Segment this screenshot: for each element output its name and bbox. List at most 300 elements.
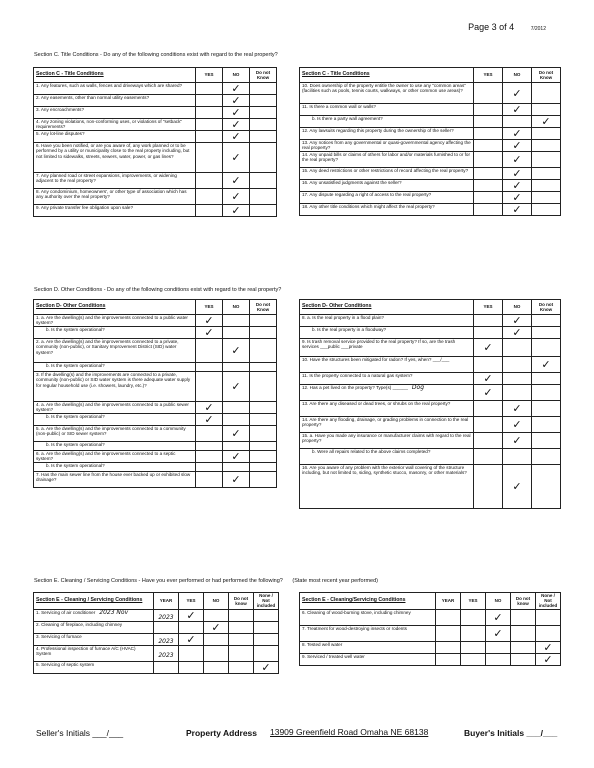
- question-text: 9. Is trash removal service provided to the real property? If so, are the trash services ___public ___private: [300, 339, 474, 357]
- dk-checkbox[interactable]: [229, 645, 254, 661]
- table-row: [300, 417, 561, 433]
- question-text: 16. Are you aware of any problem with the exterior wall covering of the structure including, but not limited to, siding, synthetic stucco, masonry, or other materials?: [300, 465, 474, 509]
- table-row: [300, 315, 561, 327]
- property-address-label: Property Address: [186, 728, 258, 738]
- question-text: 11. Is the property connected to a natural gas system?: [300, 373, 474, 385]
- yes-checkbox[interactable]: [179, 621, 204, 633]
- question-text: 4. Any zoning violations, non-conforming uses, or violations of "setback" requirements?: [34, 119, 196, 131]
- yes-checkbox[interactable]: [474, 449, 503, 465]
- year-cell[interactable]: [436, 609, 461, 625]
- column-header-col_yes: YES: [461, 593, 486, 610]
- no-checkbox[interactable]: [204, 645, 229, 661]
- table-row: [34, 633, 279, 645]
- no-checkbox[interactable]: [486, 609, 511, 625]
- check-mark-icon: ✓: [512, 86, 522, 100]
- no-checkbox[interactable]: [223, 414, 250, 426]
- check-mark-icon: ✓: [231, 118, 241, 131]
- table-title: Section D- Other Conditions: [34, 300, 196, 315]
- year-cell[interactable]: [154, 621, 179, 633]
- no-checkbox[interactable]: [223, 426, 250, 442]
- no-checkbox[interactable]: [223, 472, 250, 488]
- yes-checkbox[interactable]: [196, 83, 223, 95]
- no-checkbox[interactable]: [503, 116, 532, 128]
- table-row: [34, 451, 277, 463]
- dk-checkbox[interactable]: [250, 442, 277, 451]
- dk-checkbox[interactable]: [532, 357, 561, 373]
- check-mark-icon: ✓: [231, 427, 241, 440]
- no-checkbox[interactable]: [223, 131, 250, 143]
- check-mark-icon: ✓: [512, 418, 522, 431]
- table-row: [300, 116, 561, 128]
- question-text: 4. a. Are the dwelling(s) and the improvements connected to a public sewer system?: [34, 402, 196, 414]
- year-value[interactable]: 2023: [158, 613, 174, 621]
- table-row: [34, 363, 277, 372]
- section-d-right-table: [299, 299, 561, 509]
- yes-checkbox[interactable]: [474, 168, 503, 180]
- no-checkbox[interactable]: [503, 140, 532, 152]
- yes-checkbox[interactable]: [461, 641, 486, 653]
- column-header-col_ni: None / Not included: [536, 593, 561, 610]
- no-checkbox[interactable]: [503, 357, 532, 373]
- dk-checkbox[interactable]: [532, 152, 561, 168]
- year-cell[interactable]: [154, 633, 179, 645]
- dk-checkbox[interactable]: [250, 339, 277, 363]
- yes-checkbox[interactable]: [474, 104, 503, 116]
- check-mark-icon: ✓: [186, 632, 196, 646]
- yes-checkbox[interactable]: [474, 339, 503, 357]
- table-row: [34, 372, 277, 402]
- yes-checkbox[interactable]: [196, 131, 223, 143]
- no-checkbox[interactable]: [503, 180, 532, 192]
- year-cell[interactable]: [154, 609, 179, 621]
- question-text: b. Is the system operational?: [34, 327, 196, 339]
- yes-checkbox[interactable]: [474, 128, 503, 140]
- yes-checkbox[interactable]: [196, 451, 223, 463]
- yes-checkbox[interactable]: [474, 192, 503, 204]
- table-row: [34, 645, 279, 661]
- dk-checkbox[interactable]: [511, 641, 536, 653]
- no-checkbox[interactable]: [503, 192, 532, 204]
- table-row: [300, 128, 561, 140]
- year-cell[interactable]: [436, 625, 461, 641]
- column-header-col_year: YEAR: [436, 593, 461, 610]
- dk-checkbox[interactable]: [250, 205, 277, 217]
- column-header-col_year: YEAR: [154, 593, 179, 610]
- column-header-col_dk: Do not Know: [532, 68, 561, 83]
- table-row: [300, 327, 561, 339]
- yes-checkbox[interactable]: [474, 327, 503, 339]
- dk-checkbox[interactable]: [532, 465, 561, 509]
- page-number: Page 3 of 4: [468, 22, 515, 32]
- table-row: [34, 315, 277, 327]
- year-cell[interactable]: [436, 641, 461, 653]
- question-text: 8. Any condominium, homeowners', or other type of association which has any authority over the real property?: [34, 189, 196, 205]
- no-checkbox[interactable]: [503, 401, 532, 417]
- dk-checkbox[interactable]: [532, 104, 561, 116]
- no-checkbox[interactable]: [223, 119, 250, 131]
- dk-checkbox[interactable]: [532, 433, 561, 449]
- question-text: 5. Servicing of septic system: [34, 661, 154, 673]
- question-text: 7. Has the main sewer line from the house ever backed up or exhibited slow drainage?: [34, 472, 196, 488]
- table-row: [300, 357, 561, 373]
- ni-checkbox[interactable]: [254, 633, 279, 645]
- no-checkbox[interactable]: [223, 107, 250, 119]
- dk-checkbox[interactable]: [511, 609, 536, 625]
- table-row: [300, 465, 561, 509]
- table-row: [300, 641, 561, 653]
- check-mark-icon: ✓: [493, 610, 503, 624]
- no-checkbox[interactable]: [503, 373, 532, 385]
- check-mark-icon: ✓: [512, 434, 522, 447]
- check-mark-icon: ✓: [204, 314, 214, 327]
- dk-checkbox[interactable]: [532, 327, 561, 339]
- table-row: [300, 449, 561, 465]
- question-text: 4. Professional inspection of furnace A/C (HVAC) System: [34, 645, 154, 661]
- yes-checkbox[interactable]: [196, 95, 223, 107]
- seller-initials-field[interactable]: Seller's Initials ___/___: [36, 728, 124, 738]
- dk-checkbox[interactable]: [532, 168, 561, 180]
- form-date: 7/2012: [530, 26, 546, 32]
- check-mark-icon: ✓: [543, 652, 553, 666]
- yes-checkbox[interactable]: [196, 173, 223, 189]
- yes-checkbox[interactable]: [179, 609, 204, 621]
- dk-checkbox[interactable]: [250, 315, 277, 327]
- yes-checkbox[interactable]: [196, 119, 223, 131]
- no-checkbox[interactable]: [204, 661, 229, 673]
- section-e-left-table: [33, 592, 279, 674]
- dk-checkbox[interactable]: [532, 401, 561, 417]
- yes-checkbox[interactable]: [474, 433, 503, 449]
- ni-checkbox[interactable]: [536, 625, 561, 641]
- no-checkbox[interactable]: [503, 152, 532, 168]
- check-mark-icon: ✓: [231, 106, 241, 119]
- yes-checkbox[interactable]: [196, 372, 223, 402]
- dk-checkbox[interactable]: [229, 621, 254, 633]
- table-row: [34, 609, 279, 621]
- dk-checkbox[interactable]: [532, 83, 561, 104]
- dk-checkbox[interactable]: [532, 140, 561, 152]
- table-row: [34, 189, 277, 205]
- dk-checkbox[interactable]: [532, 204, 561, 216]
- no-checkbox[interactable]: [486, 625, 511, 641]
- question-text: b. Is there a party wall agreement?: [300, 116, 474, 128]
- dk-checkbox[interactable]: [229, 661, 254, 673]
- table-title: Section D- Other Conditions: [300, 300, 474, 315]
- table-row: [34, 463, 277, 472]
- no-checkbox[interactable]: [223, 95, 250, 107]
- yes-checkbox[interactable]: [474, 180, 503, 192]
- dk-checkbox[interactable]: [250, 363, 277, 372]
- question-text: 7. Any planned road or street expansions, improvements, or widening adjacent to the real property?: [34, 173, 196, 189]
- dk-checkbox[interactable]: [532, 449, 561, 465]
- dk-checkbox[interactable]: [250, 119, 277, 131]
- question-text: 18. Any other title conditions which might affect the real property?: [300, 204, 474, 216]
- buyer-initials-field[interactable]: Buyer's Initials ___/___: [464, 728, 558, 738]
- table-row: [34, 402, 277, 414]
- no-checkbox[interactable]: [204, 621, 229, 633]
- check-mark-icon: ✓: [231, 450, 241, 463]
- ni-checkbox[interactable]: [536, 641, 561, 653]
- question-text: 7. Treatment for wood-destroying insects or rodents: [300, 625, 436, 641]
- question-text: 1. Servicing of air conditioner 2023 Nov: [34, 609, 154, 621]
- dk-checkbox[interactable]: [250, 83, 277, 95]
- no-checkbox[interactable]: [223, 402, 250, 414]
- dk-checkbox[interactable]: [250, 327, 277, 339]
- no-checkbox[interactable]: [503, 128, 532, 140]
- no-checkbox[interactable]: [503, 449, 532, 465]
- question-text: b. Is the system operational?: [34, 363, 196, 372]
- question-text: 16. Any unsatisfied judgments against the seller?: [300, 180, 474, 192]
- check-mark-icon: ✓: [512, 203, 522, 216]
- table-row: [34, 83, 277, 95]
- dk-checkbox[interactable]: [250, 372, 277, 402]
- no-checkbox[interactable]: [486, 653, 511, 665]
- no-checkbox[interactable]: [223, 143, 250, 173]
- no-checkbox[interactable]: [223, 372, 250, 402]
- dk-checkbox[interactable]: [250, 426, 277, 442]
- table-row: [34, 661, 279, 673]
- no-checkbox[interactable]: [486, 641, 511, 653]
- year-value[interactable]: 2023: [158, 637, 174, 645]
- table-row: [300, 152, 561, 168]
- yes-checkbox[interactable]: [474, 373, 503, 385]
- dk-checkbox[interactable]: [532, 180, 561, 192]
- yes-checkbox[interactable]: [196, 363, 223, 372]
- dk-checkbox[interactable]: [511, 625, 536, 641]
- yes-checkbox[interactable]: [474, 204, 503, 216]
- dk-checkbox[interactable]: [229, 633, 254, 645]
- dk-checkbox[interactable]: [250, 143, 277, 173]
- dk-checkbox[interactable]: [229, 609, 254, 621]
- table-row: [300, 104, 561, 116]
- table-row: [34, 339, 277, 363]
- page-header: [468, 22, 546, 32]
- no-checkbox[interactable]: [503, 385, 532, 401]
- no-checkbox[interactable]: [223, 363, 250, 372]
- dk-checkbox[interactable]: [250, 463, 277, 472]
- no-checkbox[interactable]: [223, 205, 250, 217]
- yes-checkbox[interactable]: [196, 442, 223, 451]
- no-checkbox[interactable]: [204, 609, 229, 621]
- ni-checkbox[interactable]: [254, 621, 279, 633]
- dk-checkbox[interactable]: [250, 173, 277, 189]
- section-c-intro: Section C. Title Conditions - Do any of the following conditions exist with regard to the real property?: [34, 52, 278, 58]
- question-text: 6. Cleaning of wood-burning stove, including chimney: [300, 609, 436, 625]
- check-mark-icon: ✓: [261, 660, 271, 674]
- check-mark-icon: ✓: [543, 640, 553, 654]
- check-mark-icon: ✓: [231, 82, 241, 95]
- check-mark-icon: ✓: [512, 191, 522, 204]
- check-mark-icon: ✓: [512, 480, 522, 493]
- check-mark-icon: ✓: [512, 153, 522, 166]
- no-checkbox[interactable]: [503, 204, 532, 216]
- no-checkbox[interactable]: [503, 433, 532, 449]
- dk-checkbox[interactable]: [532, 417, 561, 433]
- dk-checkbox[interactable]: [250, 402, 277, 414]
- table-row: [34, 327, 277, 339]
- dk-checkbox[interactable]: [250, 95, 277, 107]
- column-header-col_yes: YES: [196, 68, 223, 83]
- yes-checkbox[interactable]: [179, 661, 204, 673]
- yes-checkbox[interactable]: [461, 609, 486, 625]
- no-checkbox[interactable]: [223, 189, 250, 205]
- yes-checkbox[interactable]: [474, 465, 503, 509]
- no-checkbox[interactable]: [223, 173, 250, 189]
- section-c-left-table: [33, 67, 277, 217]
- ni-checkbox[interactable]: [536, 653, 561, 665]
- yes-checkbox[interactable]: [196, 414, 223, 426]
- table-row: [34, 95, 277, 107]
- dk-checkbox[interactable]: [532, 339, 561, 357]
- no-checkbox[interactable]: [503, 104, 532, 116]
- question-text: 17. Any dispute regarding a right of access to the real property?: [300, 192, 474, 204]
- yes-checkbox[interactable]: [196, 107, 223, 119]
- dk-checkbox[interactable]: [532, 373, 561, 385]
- yes-checkbox[interactable]: [179, 645, 204, 661]
- question-text: 10. Have the structures been mitigated for radon? If yes, when? ___/___: [300, 357, 474, 373]
- dk-checkbox[interactable]: [250, 107, 277, 119]
- yes-checkbox[interactable]: [196, 426, 223, 442]
- check-mark-icon: ✓: [204, 413, 214, 426]
- table-row: [300, 625, 561, 641]
- year-cell[interactable]: [154, 645, 179, 661]
- table-row: [300, 401, 561, 417]
- ni-checkbox[interactable]: [254, 609, 279, 621]
- year-cell[interactable]: [436, 653, 461, 665]
- yes-checkbox[interactable]: [474, 140, 503, 152]
- section-d-intro: Section D. Other Conditions - Do any of the following conditions exist with regard to the real property?: [34, 287, 282, 293]
- yes-checkbox[interactable]: [196, 315, 223, 327]
- yes-checkbox[interactable]: [196, 339, 223, 363]
- dk-checkbox[interactable]: [532, 385, 561, 401]
- question-text: b. Is the system operational?: [34, 414, 196, 426]
- property-address-value[interactable]: 13909 Greenfield Road Omaha NE 68138: [270, 727, 429, 737]
- table-row: [34, 414, 277, 426]
- question-text: 1. Any features, such as walls, fences and driveways which are shared?: [34, 83, 196, 95]
- ni-checkbox[interactable]: [536, 609, 561, 625]
- dk-checkbox[interactable]: [532, 315, 561, 327]
- section-e-intro-note: (State most recent year performed): [292, 578, 378, 584]
- ni-checkbox[interactable]: [254, 661, 279, 673]
- table-row: [300, 609, 561, 625]
- no-checkbox[interactable]: [223, 83, 250, 95]
- column-header-col_dk: Do not know: [511, 593, 536, 610]
- question-text: 10. Does ownership of the property entitle the owner to use any "common areas" (facilities such as pools, tennis courts, walkways, or other common use areas)?: [300, 83, 474, 104]
- no-checkbox[interactable]: [503, 327, 532, 339]
- yes-checkbox[interactable]: [474, 357, 503, 373]
- no-checkbox[interactable]: [204, 633, 229, 645]
- yes-checkbox[interactable]: [196, 463, 223, 472]
- section-d-left-table: [33, 299, 277, 488]
- check-mark-icon: ✓: [231, 94, 241, 107]
- no-checkbox[interactable]: [503, 465, 532, 509]
- check-mark-icon: ✓: [483, 372, 493, 385]
- check-mark-icon: ✓: [231, 151, 241, 164]
- table-row: [34, 119, 277, 131]
- yes-checkbox[interactable]: [461, 625, 486, 641]
- check-mark-icon: ✓: [483, 341, 493, 354]
- yes-checkbox[interactable]: [474, 315, 503, 327]
- no-checkbox[interactable]: [223, 463, 250, 472]
- column-header-col_yes: YES: [196, 300, 223, 315]
- no-checkbox[interactable]: [503, 315, 532, 327]
- table-row: [300, 204, 561, 216]
- table-row: [300, 168, 561, 180]
- dk-checkbox[interactable]: [250, 451, 277, 463]
- no-checkbox[interactable]: [503, 339, 532, 357]
- check-mark-icon: ✓: [512, 139, 522, 152]
- table-row: [300, 385, 561, 401]
- yes-checkbox[interactable]: [196, 402, 223, 414]
- question-text: 3. Servicing of furnace: [34, 633, 154, 645]
- check-mark-icon: ✓: [231, 130, 241, 143]
- table-row: [34, 173, 277, 189]
- yes-checkbox[interactable]: [196, 327, 223, 339]
- column-header-col_no: NO: [486, 593, 511, 610]
- question-text: 3. If the dwelling(s) and the improvements are connected to a private, community (non-public) or SID water system is there adequate water supply for regular household use (i.e. showers, laundry, etc.)?: [34, 372, 196, 402]
- check-mark-icon: ✓: [512, 127, 522, 140]
- yes-checkbox[interactable]: [474, 152, 503, 168]
- year-cell[interactable]: [154, 661, 179, 673]
- no-checkbox[interactable]: [223, 451, 250, 463]
- dk-checkbox[interactable]: [250, 472, 277, 488]
- question-text: 6. Have you been notified, or are you aware of, any work planned or to be performed by a utility or municipality close to the real property including, but not limited to sidewalks, streets, sewers, water, power, or gas lines?: [34, 143, 196, 173]
- no-checkbox[interactable]: [503, 417, 532, 433]
- question-text: 1. a. Are the dwelling(s) and the improvements connected to a public water system?: [34, 315, 196, 327]
- pet-type-handwriting: Dog: [411, 384, 425, 391]
- section-e-intro-text: Section E. Cleaning / Servicing Conditions - Have you ever performed or had performed the following?: [34, 578, 283, 584]
- question-text: 2. Any easements, other than normal utility easements?: [34, 95, 196, 107]
- year-value[interactable]: 2023: [158, 651, 174, 659]
- no-checkbox[interactable]: [223, 339, 250, 363]
- column-header-col_dk: Do not Know: [532, 300, 561, 315]
- check-mark-icon: ✓: [186, 608, 196, 622]
- no-checkbox[interactable]: [503, 83, 532, 104]
- dk-checkbox[interactable]: [532, 128, 561, 140]
- column-header-col_dk: Do not Know: [250, 68, 277, 83]
- yes-checkbox[interactable]: [196, 472, 223, 488]
- dk-checkbox[interactable]: [250, 131, 277, 143]
- yes-checkbox[interactable]: [474, 401, 503, 417]
- dk-checkbox[interactable]: [532, 116, 561, 128]
- ac-service-note: 2023 Nov: [99, 608, 129, 616]
- yes-checkbox[interactable]: [196, 189, 223, 205]
- table-title: Section C - Title Conditions: [300, 68, 474, 83]
- dk-checkbox[interactable]: [250, 414, 277, 426]
- check-mark-icon: ✓: [541, 115, 551, 128]
- no-checkbox[interactable]: [223, 327, 250, 339]
- dk-checkbox[interactable]: [250, 189, 277, 205]
- check-mark-icon: ✓: [512, 167, 522, 180]
- yes-checkbox[interactable]: [196, 143, 223, 173]
- yes-checkbox[interactable]: [461, 653, 486, 665]
- question-text: 15. a. Have you made any insurance or manufacturer claims with regard to the real property?: [300, 433, 474, 449]
- yes-checkbox[interactable]: [474, 385, 503, 401]
- dk-checkbox[interactable]: [511, 653, 536, 665]
- yes-checkbox[interactable]: [474, 417, 503, 433]
- no-checkbox[interactable]: [223, 315, 250, 327]
- ni-checkbox[interactable]: [254, 645, 279, 661]
- no-checkbox[interactable]: [503, 168, 532, 180]
- dk-checkbox[interactable]: [532, 192, 561, 204]
- yes-checkbox[interactable]: [474, 116, 503, 128]
- yes-checkbox[interactable]: [196, 205, 223, 217]
- check-mark-icon: ✓: [204, 326, 214, 339]
- question-text: 6. a. Are the dwelling(s) and the improvements connected to a septic system?: [34, 451, 196, 463]
- yes-checkbox[interactable]: [179, 633, 204, 645]
- yes-checkbox[interactable]: [474, 83, 503, 104]
- table-row: [300, 180, 561, 192]
